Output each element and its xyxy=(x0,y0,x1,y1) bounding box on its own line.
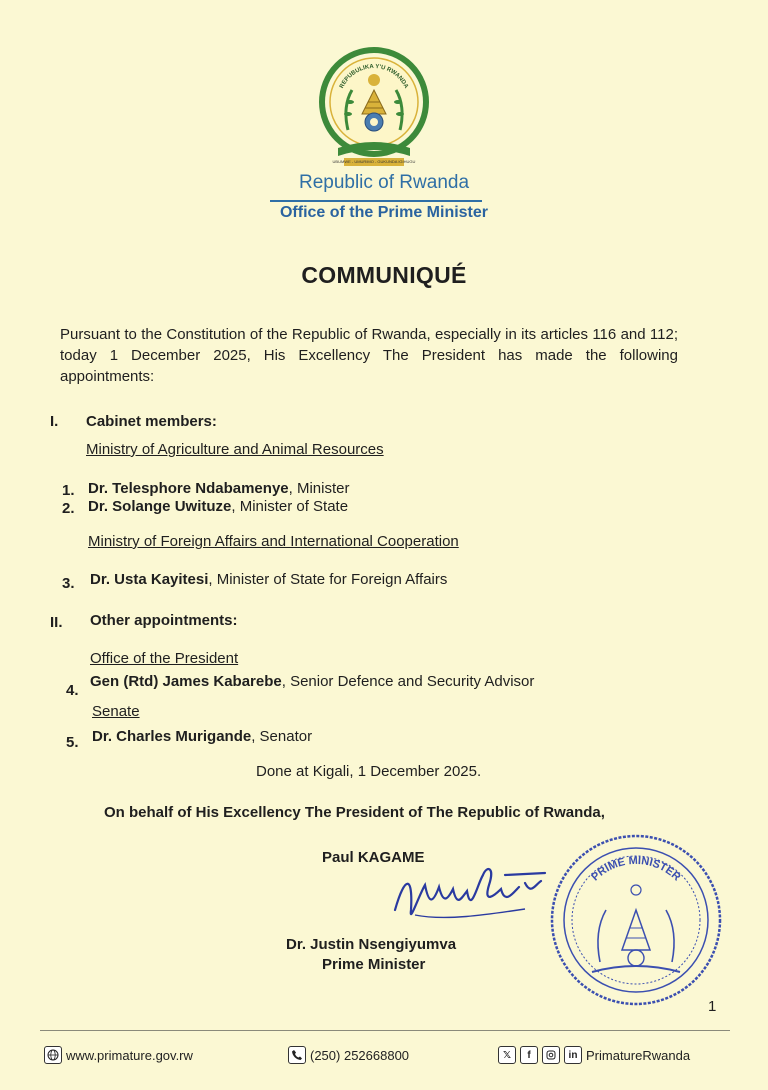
svg-text:REPUBULIKA Y'U RWANDA: REPUBULIKA Y'U RWANDA xyxy=(339,63,409,90)
list-item xyxy=(92,728,312,745)
header-divider xyxy=(270,200,482,202)
page-number: 1 xyxy=(708,998,717,1015)
appointee-role: , Minister xyxy=(288,480,350,497)
website-text: www.primature.gov.rw xyxy=(66,1047,193,1063)
facebook-icon[interactable]: f xyxy=(520,1046,538,1064)
list-item-number: 5. xyxy=(66,734,79,751)
appointee-name: Dr. Solange Uwituze xyxy=(88,498,232,515)
rwanda-emblem-icon xyxy=(318,44,430,168)
section-2-numeral: II. xyxy=(50,614,63,631)
list-item-number: 1. xyxy=(62,482,75,499)
list-item xyxy=(90,571,447,588)
office-name: Office of the Prime Minister xyxy=(279,204,489,221)
on-behalf-line: On behalf of His Excellency The President of The Republic of Rwanda, xyxy=(104,804,605,821)
official-stamp-icon xyxy=(548,832,724,1008)
appointee-role: , Minister of State xyxy=(231,498,349,515)
list-item-number: 2. xyxy=(62,500,75,517)
done-at: Done at Kigali, 1 December 2025. xyxy=(256,763,482,780)
republic-name: Republic of Rwanda xyxy=(298,172,470,193)
emblem-motto: UBUMWE - UMURIMO - GUKUNDA IGIHUGU xyxy=(332,159,416,164)
ministry-office-president: Office of the President xyxy=(90,650,239,667)
footer-website[interactable] xyxy=(44,1046,193,1064)
appointee-role: , Minister of State for Foreign Affairs xyxy=(208,571,448,588)
footer-social[interactable] xyxy=(498,1046,690,1064)
signatory-name: Dr. Justin Nsengiyumva xyxy=(286,936,457,953)
social-handle: PrimatureRwanda xyxy=(586,1047,691,1063)
appointee-role: , Senior Defence and Security Advisor xyxy=(281,673,535,690)
section-1-numeral: I. xyxy=(50,413,59,430)
list-item xyxy=(90,673,534,690)
footer-phone[interactable] xyxy=(288,1046,409,1064)
list-item xyxy=(88,480,349,497)
ministry-agriculture: Ministry of Agriculture and Animal Resources xyxy=(86,441,384,458)
globe-icon xyxy=(44,1046,62,1064)
phone-icon xyxy=(288,1046,306,1064)
list-item-number: 4. xyxy=(66,682,79,699)
page-title: COMMUNIQUÉ xyxy=(301,262,467,288)
phone-text: (250) 252668800 xyxy=(310,1047,410,1063)
section-1-heading: Cabinet members: xyxy=(86,413,217,430)
appointee-role: , Senator xyxy=(251,728,313,745)
linkedin-icon[interactable]: in xyxy=(564,1046,582,1064)
appointee-name: Gen (Rtd) James Kabarebe xyxy=(90,673,282,690)
section-2-heading: Other appointments: xyxy=(90,612,238,629)
list-item xyxy=(88,498,348,515)
svg-text:PRIME MINISTER: PRIME MINISTER xyxy=(589,854,683,884)
ministry-senate: Senate xyxy=(92,703,140,720)
x-twitter-icon[interactable]: 𝕏 xyxy=(498,1046,516,1064)
signature-icon xyxy=(385,855,555,935)
footer-divider xyxy=(40,1030,730,1031)
ministry-foreign-affairs: Ministry of Foreign Affairs and International Cooperation xyxy=(88,533,459,550)
list-item-number: 3. xyxy=(62,575,75,592)
president-name: Paul KAGAME xyxy=(322,849,425,866)
signatory-role: Prime Minister xyxy=(322,956,426,973)
appointee-name: Dr. Telesphore Ndabamenye xyxy=(88,480,289,497)
appointee-name: Dr. Usta Kayitesi xyxy=(90,571,209,588)
instagram-icon[interactable] xyxy=(542,1046,560,1064)
appointee-name: Dr. Charles Murigande xyxy=(92,728,252,745)
intro-paragraph: Pursuant to the Constitution of the Republic of Rwanda, especially in its articles 116 and 112; today 1 December 2025, His Excellency The President has made the following appointments: xyxy=(60,326,678,385)
